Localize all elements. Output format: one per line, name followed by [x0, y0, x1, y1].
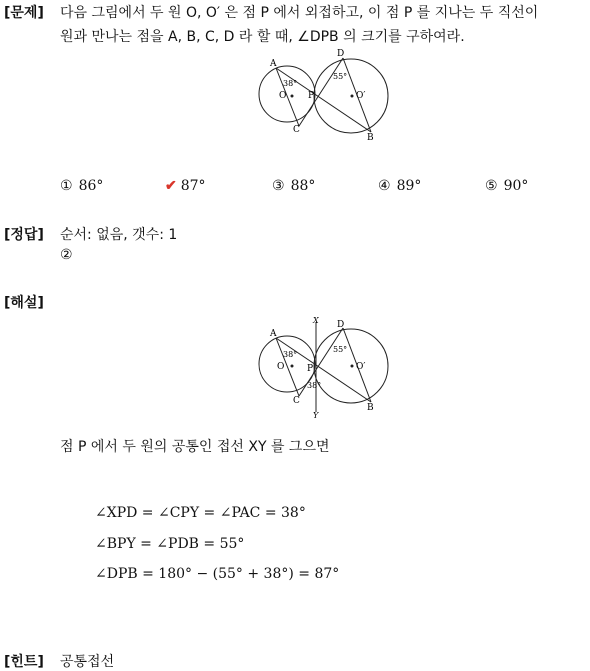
hint-text: 공통접선	[60, 654, 115, 670]
fig2-angle-38-top: 38°	[283, 350, 298, 359]
answer-value: ②	[60, 247, 73, 263]
fig1-label-P: P	[308, 91, 315, 101]
explanation-intro: 점 P 에서 두 원의 공통인 접선 XY 를 그으면	[60, 439, 330, 455]
fig1-label-O: O	[279, 91, 287, 101]
explanation-label: [해설]	[4, 295, 44, 311]
fig1-label-A: A	[270, 59, 277, 69]
fig2-label-Y: Y	[313, 411, 319, 420]
equation-1: ∠XPD = ∠CPY = ∠PAC = 38°	[95, 505, 306, 521]
fig1-label-B: B	[367, 133, 374, 143]
choice-4[interactable]	[378, 178, 421, 194]
equation-2: ∠BPY = ∠PDB = 55°	[95, 536, 245, 552]
fig1-label-O2: O′	[356, 91, 366, 101]
choice-1-text: 86°	[78, 178, 104, 194]
choice-5-number: ⑤	[485, 178, 498, 194]
equation-3: ∠DPB = 180° − (55° + 38°) = 87°	[95, 566, 340, 582]
fig1-label-D: D	[337, 49, 345, 59]
choice-5-text: 90°	[503, 178, 529, 194]
problem-figure	[255, 46, 395, 146]
problem-text-line1: 다음 그림에서 두 원 O, O′ 은 점 P 에서 외접하고, 이 점 P 를 지나는 두 직선이	[60, 5, 539, 21]
problem-label: [문제]	[4, 5, 44, 21]
choice-1[interactable]	[60, 178, 103, 194]
choice-2[interactable]	[165, 178, 206, 194]
answer-meta: 순서: 없음, 갯수: 1	[60, 227, 178, 243]
choice-3[interactable]	[272, 178, 315, 194]
fig2-label-C: C	[293, 396, 300, 406]
fig2-angle-38-bottom: 38°	[307, 381, 322, 390]
fig2-label-B: B	[367, 403, 374, 413]
choice-4-text: 89°	[396, 178, 422, 194]
problem-text-line2: 원과 만나는 점을 A, B, C, D 라 할 때, ∠DPB 의 크기를 구하여라.	[60, 29, 465, 45]
choice-3-text: 88°	[290, 178, 316, 194]
fig2-label-O: O	[277, 362, 285, 372]
fig1-label-C: C	[293, 125, 300, 135]
choice-4-number: ④	[378, 178, 391, 194]
fig2-label-P: P	[307, 364, 314, 374]
fig2-angle-55: 55°	[333, 345, 348, 354]
choice-5[interactable]	[485, 178, 528, 194]
fig1-angle-55: 55°	[333, 72, 348, 81]
fig1-angle-38: 38°	[283, 79, 298, 88]
answer-label: [정답]	[4, 227, 44, 243]
choice-1-number: ①	[60, 178, 73, 194]
hint-label: [힌트]	[4, 654, 44, 670]
fig2-label-X: X	[313, 316, 319, 325]
fig2-label-D: D	[337, 320, 345, 330]
fig2-label-O2: O′	[356, 362, 366, 372]
choice-3-number: ③	[272, 178, 285, 194]
explanation-figure	[255, 314, 395, 420]
choice-2-text: 87°	[180, 178, 206, 194]
choice-2-check-icon: ✔	[165, 178, 177, 194]
fig2-label-A: A	[270, 329, 277, 339]
